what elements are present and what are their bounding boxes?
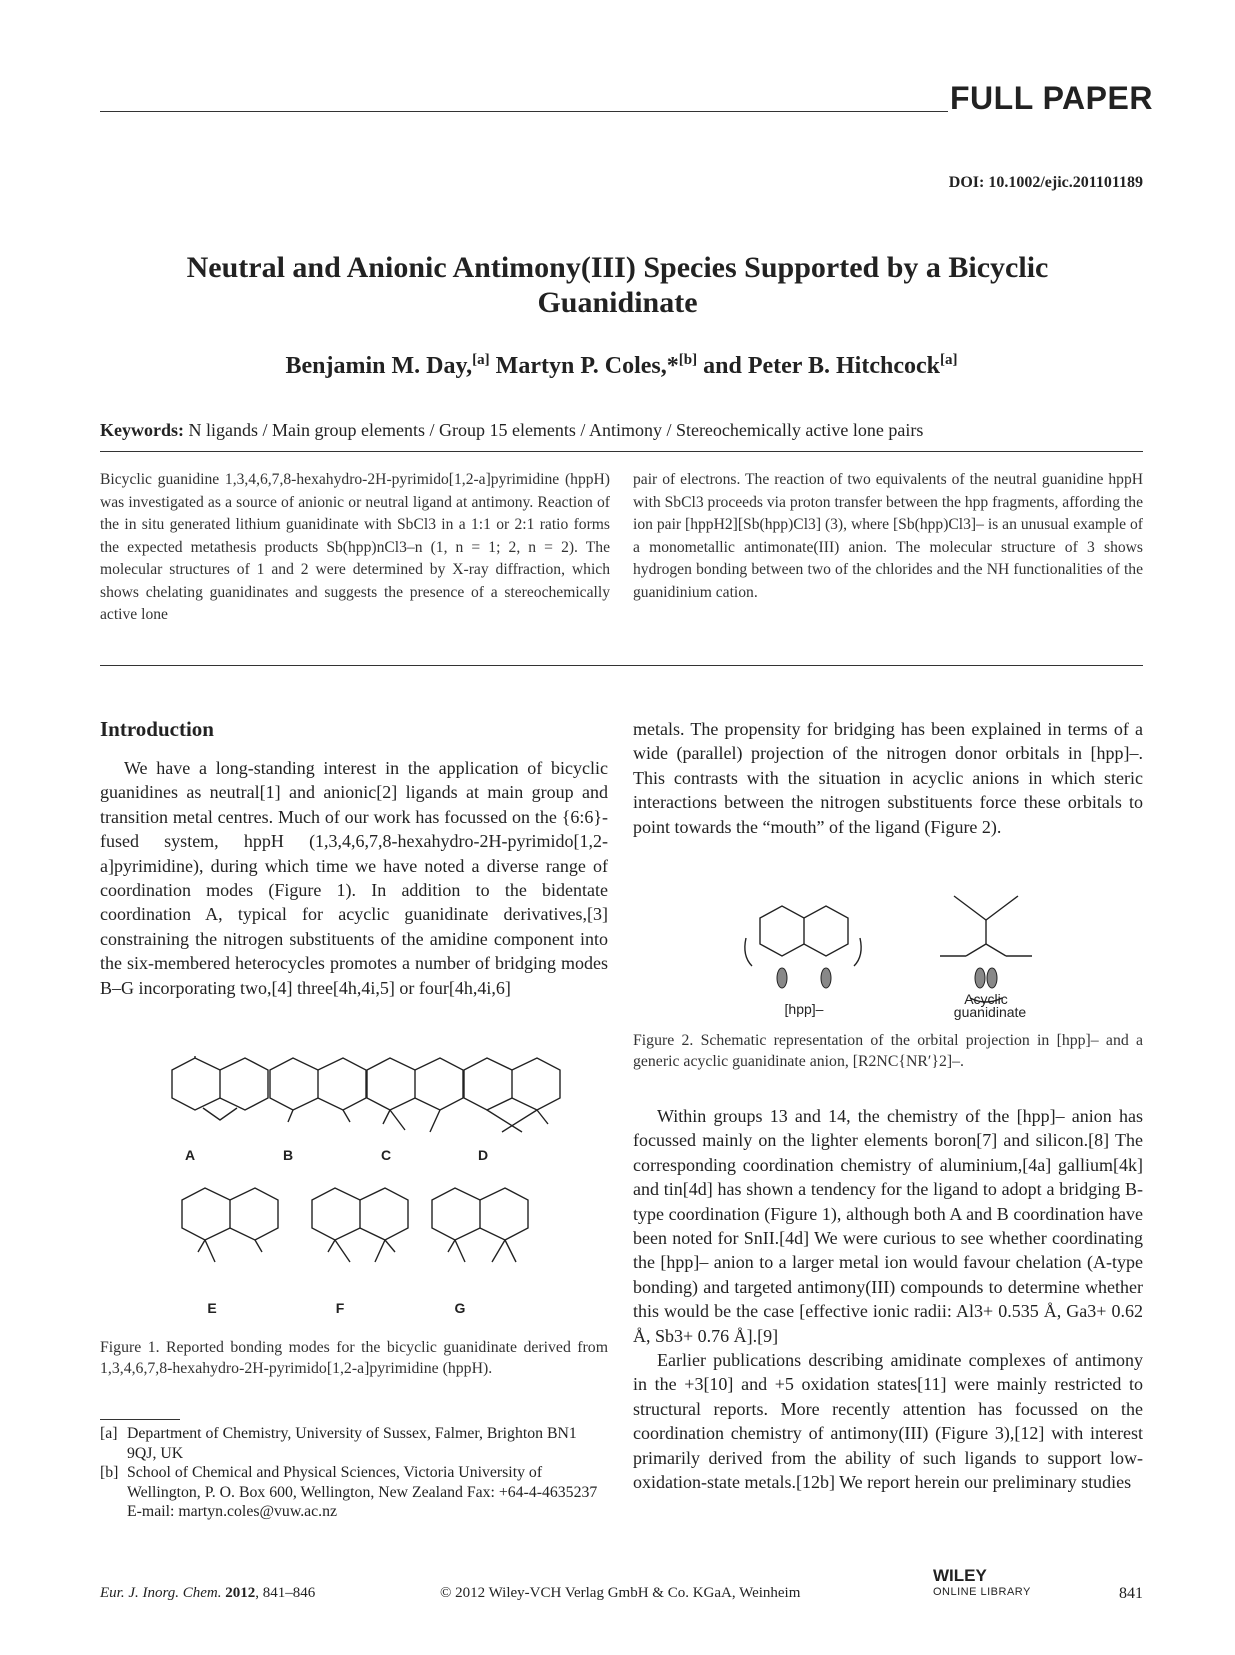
keywords-label: Keywords: (100, 420, 184, 440)
structure-a (172, 1056, 268, 1120)
keywords-rule (100, 451, 1143, 452)
label-a: A (184, 1147, 196, 1163)
lone-pair (975, 968, 985, 988)
body-paragraph: Within groups 13 and 14, the chemistry of the [hpp]– anion has focussed mainly on the lighter elements boron[7] and silicon.[8] The corresponding coordination chemistry of aluminium,[4a] gallium[4k] and tin[4d] has shown a tendency for the ligand to adopt a bridging B-type coordination (Figure 1), although both A and B coordination have been noted for SnII.[4d] We were curious to see whether coordinating the [hpp]– anion to a larger metal ion would favour chelation (A-type bonding) and targeted antimony(III) compounds to determine whether this would be the case [effective ionic radii: Al3+ 0.535 Å, Ga3+ 0.62 Å, Sb3+ 0.76 Å].[9] (633, 1106, 1143, 1346)
journal-year: 2012 (225, 1585, 256, 1601)
footnote-text: Department of Chemistry, University of Sussex, Falmer, Brighton BN1 9QJ, UK (127, 1425, 577, 1462)
author-2: Martyn P. Coles,* (495, 353, 679, 379)
affiliation-mark: [b] (678, 352, 698, 368)
publisher-sub: ONLINE LIBRARY (933, 1586, 1031, 1598)
author-3: Peter B. Hitchcock (747, 353, 940, 379)
curved-arrow (745, 938, 752, 966)
footnote-tag: [b] (100, 1464, 119, 1481)
figure-2-schematic (740, 878, 1070, 1018)
structure-f (312, 1188, 408, 1262)
label-g: G (454, 1300, 466, 1316)
right-column-lower (633, 1104, 1143, 1495)
label-c: C (380, 1147, 392, 1163)
author-conjunction: and (703, 353, 742, 379)
structure-e (182, 1188, 278, 1262)
acyclic-label-2: guanidinate (953, 1004, 1027, 1020)
figure-1-structures (150, 1048, 570, 1328)
footnote-tag: [a] (100, 1425, 118, 1442)
doi[interactable]: DOI: 10.1002/ejic.201101189 (948, 174, 1143, 191)
label-e: E (207, 1300, 217, 1316)
section-label: FULL PAPER (950, 80, 1153, 116)
structure-d (464, 1058, 560, 1132)
authors (100, 352, 1143, 380)
author-1: Benjamin M. Day, (285, 353, 473, 379)
footnote (100, 1424, 610, 1463)
publisher-name: WILEY (933, 1566, 987, 1585)
acyclic-label-1: Acyclic (964, 991, 1008, 1007)
lone-pair (987, 968, 997, 988)
abstract-rule (100, 665, 1143, 666)
label-f: F (335, 1300, 345, 1316)
journal-name: Eur. J. Inorg. Chem. (100, 1585, 222, 1601)
abstract-right: pair of electrons. The reaction of two equivalents of the neutral guanidine hppH with SbCl3 proceeds via proton transfer between the hpp fragments, affording the ion pair [hppH2][Sb(hpp)Cl3] (3), where [Sb(hpp)Cl3]– is an unusual example of a monometallic antimonate(III) anion. The molecular structure of 3 shows hydrogen bonding between two of the chlorides and the NH functionalities of the guanidinium cation. (633, 471, 1143, 601)
hpp-label: [hpp]– (784, 1001, 824, 1017)
wiley-logo[interactable] (933, 1566, 1031, 1598)
affiliation-mark: [a] (939, 352, 958, 368)
keywords (100, 420, 923, 441)
lone-pair (777, 968, 787, 988)
section-heading: Introduction (100, 717, 214, 741)
figure-2-caption: Figure 2. Schematic representation of the orbital projection in [hpp]– and a generic acyclic guanidinate anion, [R2NC{NR′}2]–. (633, 1032, 1143, 1070)
journal-pages: , 841–846 (255, 1585, 316, 1601)
footnote-rule (100, 1419, 180, 1420)
page-number: 841 (1119, 1585, 1143, 1602)
paper-title: Neutral and Anionic Antimony(III) Species Supported by a Bicyclic Guanidinate (186, 251, 1049, 319)
lone-pair (821, 968, 831, 988)
footnotes (100, 1424, 610, 1522)
keywords-text: N ligands / Main group elements / Group 15 elements / Antimony / Stereochemically active lone pairs (188, 420, 924, 440)
journal-citation (100, 1585, 315, 1602)
footnote (100, 1463, 610, 1522)
right-column (633, 717, 1143, 839)
abstract-left: Bicyclic guanidine 1,3,4,6,7,8-hexahydro-2H-pyrimido[1,2-a]pyrimidine (hppH) was investigated as a source of anionic or neutral ligand at antimony. Reaction of the in situ generated lithium guanidinate with SbCl3 in a 1:1 or 2:1 ratio forms the expected metathesis products Sb(hpp)nCl3–n (1, n = 1; 2, n = 2). The molecular structures of 1 and 2 were determined by X-ray diffraction, which shows chelating guanidinates and suggests the presence of a stereochemically active lone (100, 471, 610, 623)
curved-arrow (854, 938, 861, 966)
label-d: D (477, 1147, 489, 1163)
structure-c (367, 1058, 463, 1132)
label-b: B (282, 1147, 294, 1163)
header-rule (100, 111, 948, 112)
footnote-text: School of Chemical and Physical Sciences, Victoria University of Wellington, P. O. Box 600, Wellington, New Zealand Fax: +64-4-4635237 E-mail: martyn.coles@vuw.ac.nz (127, 1464, 598, 1520)
figure-1-caption: Figure 1. Reported bonding modes for the bicyclic guanidinate derived from 1,3,4,6,7,8-hexahydro-2H-pyrimido[1,2-a]pyrimidine (hppH). (100, 1339, 608, 1377)
affiliation-mark: [a] (472, 352, 490, 368)
body-paragraph: Earlier publications describing amidinate complexes of antimony in the +3[10] and +5 oxidation states[11] were mainly restricted to structural reports. More recently attention has focussed on the coordination chemistry of antimony(III) (Figure 3),[12] with interest primarily derived from the ability of such ligands to support low-oxidation-state metals.[12b] We report herein our preliminary studies (633, 1350, 1143, 1493)
structure-g (432, 1188, 528, 1262)
structure-b (270, 1058, 366, 1122)
copyright: © 2012 Wiley-VCH Verlag GmbH & Co. KGaA, Weinheim (440, 1585, 801, 1601)
intro-paragraph-1: We have a long-standing interest in the application of bicyclic guanidines as neutral[1] and anionic[2] ligands at main group and transition metal centres. Much of our work has focussed on the {6:6}-fused system, hppH (1,3,4,6,7,8-hexahydro-2H-pyrimido[1,2-a]pyrimidine), during which time we have noted a diverse range of coordination modes (Figure 1). In addition to the bidentate coordination A, typical for acyclic guanidinate derivatives,[3] constraining the nitrogen substituents of the amidine component into the six-membered heterocycles promotes a number of bridging modes B–G incorporating two,[4] three[4h,4i,5] or four[4h,4i,6] (100, 758, 608, 998)
intro-paragraph-continued: metals. The propensity for bridging has been explained in terms of a wide (parallel) projection of the nitrogen donor orbitals in [hpp]–. This contrasts with the situation in acyclic anions in which steric interactions between the nitrogen substituents force these orbitals to point towards the “mouth” of the ligand (Figure 2). (633, 719, 1143, 837)
